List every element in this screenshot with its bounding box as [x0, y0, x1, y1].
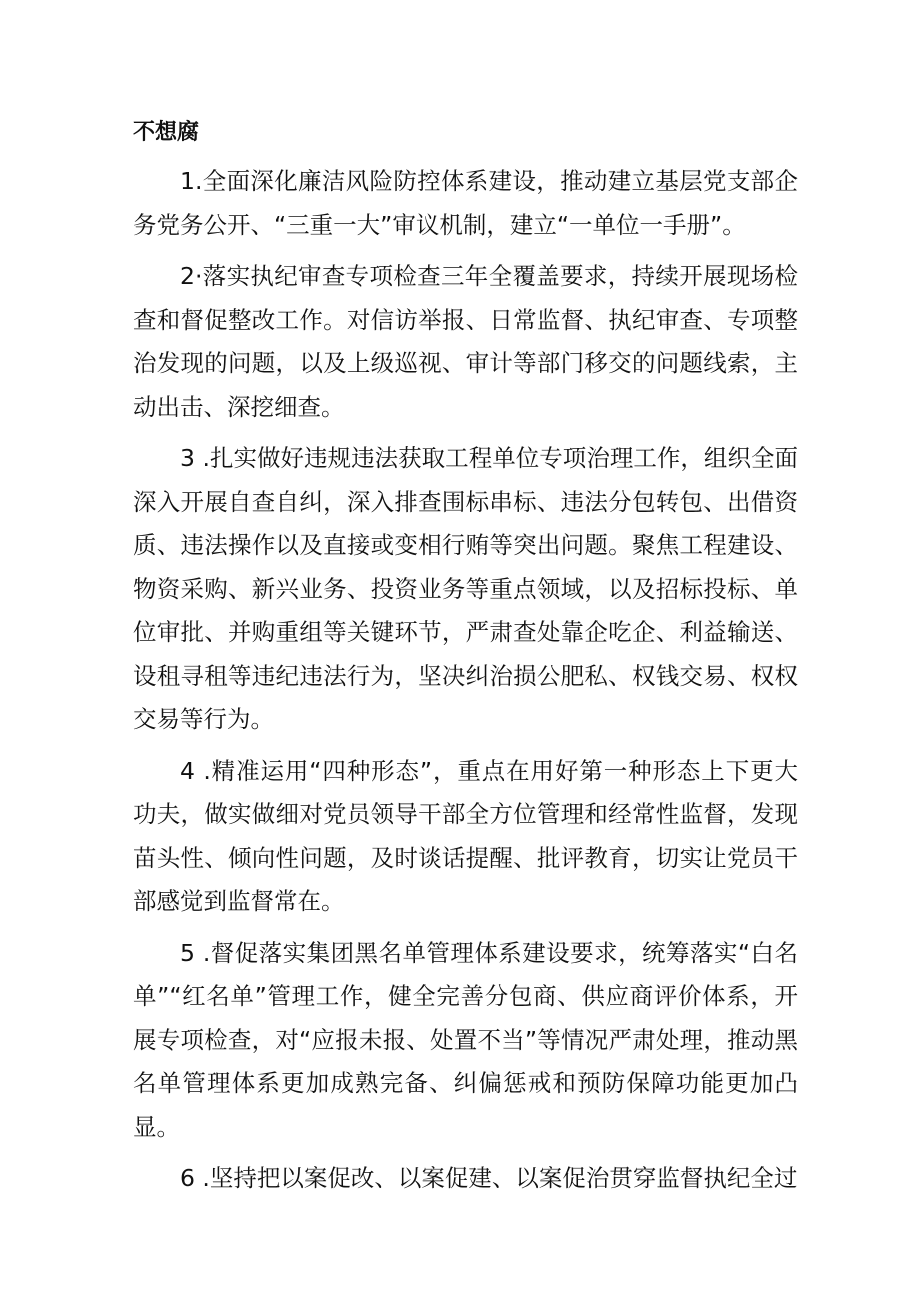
paragraph-1: 1.全面深化廉洁风险防控体系建设，推动建立基层党支部企务党务公开、“三重一大”审议机制，建立“一单位一手册”。	[133, 167, 798, 239]
paragraph-4: 4 .精准运用“四种形态”，重点在用好第一种形态上下更大功夫，做实做细对党员领导干部全方位管理和经常性监督，发现苗头性、倾向性问题，及时谈话提醒、批评教育，切实让党员干部感觉到监督常在。	[133, 756, 798, 915]
document-body	[133, 160, 798, 1209]
paragraph-6: 6 .坚持把以案促改、以案促建、以案促治贯穿监督执纪全过	[180, 1164, 798, 1192]
paragraph-2: 2·落实执纪审查专项检查三年全覆盖要求，持续开展现场检查和督促整改工作。对信访举报、日常监督、执纪审查、专项整治发现的问题，以及上级巡视、审计等部门移交的问题线索，主动出击、深挖细查。	[133, 262, 798, 421]
paragraph-5: 5 .督促落实集团黑名单管理体系建设要求，统筹落实“白名单”“红名单”管理工作，健全完善分包商、供应商评价体系，开展专项检查，对“应报未报、处置不当”等情况严肃处理，推动黑名单管理体系更加成熟完备、纠偏惩戒和预防保障功能更加凸显。	[133, 938, 798, 1141]
section-heading: 不想腐	[133, 120, 200, 145]
paragraph-3: 3 .扎实做好违规违法获取工程单位专项治理工作，组织全面深入开展自查自纠，深入排查围标串标、违法分包转包、出借资质、违法操作以及直接或变相行贿等突出问题。聚焦工程建设、物资采购、新兴业务、投资业务等重点领域，以及招标投标、单位审批、并购重组等关键环节，严肃查处靠企吃企、利益输送、设租寻租等违纪违法行为，坚决纠治损公肥私、权钱交易、权权交易等行为。	[133, 444, 798, 733]
